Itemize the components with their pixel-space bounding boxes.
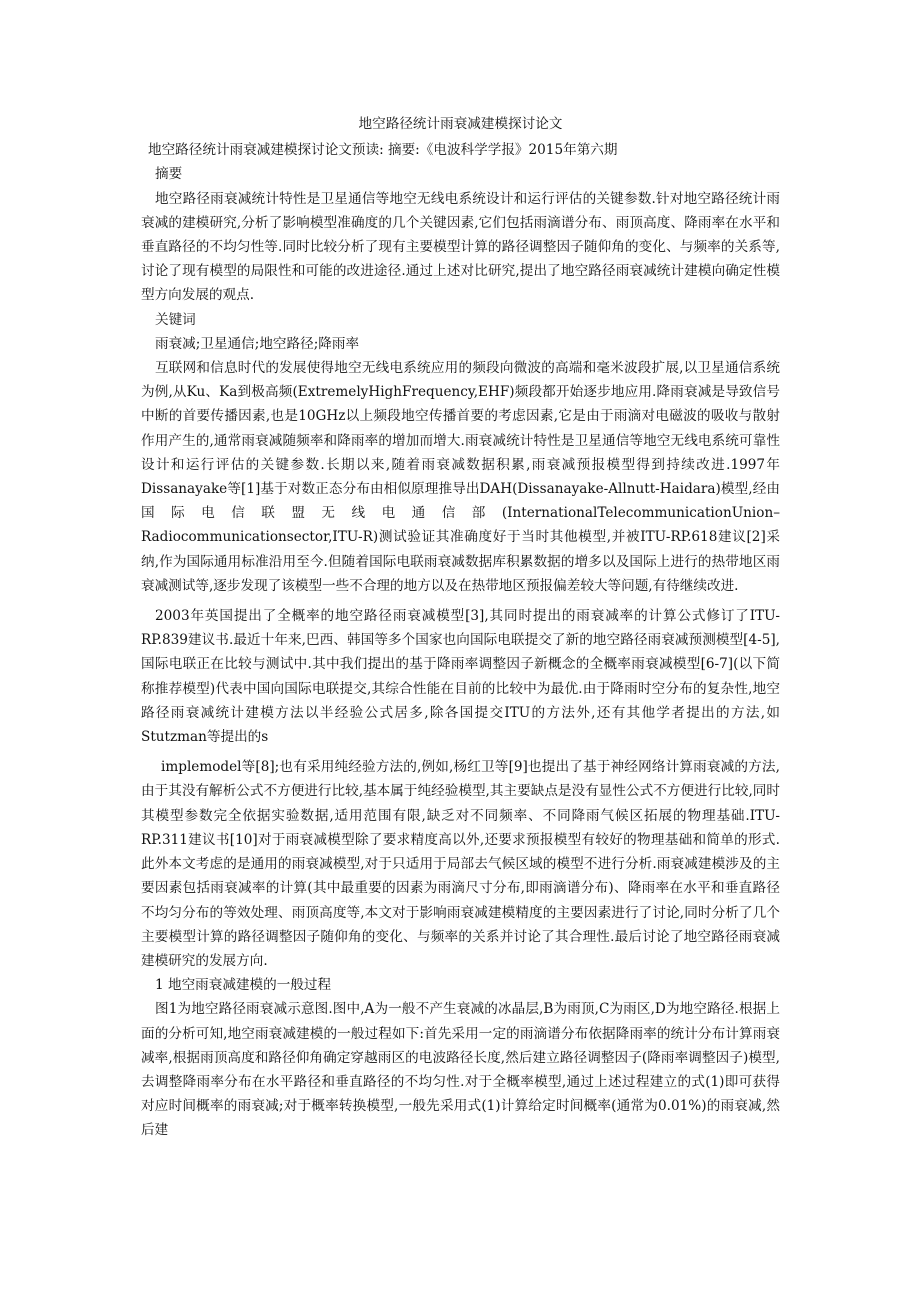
abstract-heading: 摘要 bbox=[155, 166, 183, 183]
section-heading-1: 1 地空雨衰减建模的一般过程 bbox=[155, 977, 332, 994]
body-paragraph-4: 图1为地空路径雨衰减示意图.图中,A为一般不产生衰减的冰晶层,B为雨顶,C为雨区,D为地空路径.根据上面的分析可知,地空雨衰减建模的一般过程如下:首先采用一定的雨滴谱分布依据降雨率的统计分布计算雨衰减率,根据雨顶高度和路径仰角确定穿越雨区的电波路径长度,然后建立路径调整因子(降雨率调整因子)模型,去调整降雨率分布在水平路径和垂直路径的不均匀性.对于全概率模型,通过上述过程建立的式(1)即可获得对应时间概率的雨衰减;对于概率转换模型,一般先采用式(1)计算给定时间概率(通常为0.01%)的雨衰减,然后建 bbox=[141, 1001, 780, 1139]
keywords-heading: 关键词 bbox=[155, 311, 196, 328]
body-paragraph-2: 2003年英国提出了全概率的地空路径雨衰减模型[3],其同时提出的雨衰减率的计算公式修订了ITU-RP.839建议书.最近十年来,巴西、韩国等多个国家也向国际电联提交了新的地空路径雨衰减预测模型[4-5],国际电联正在比较与测试中.其中我们提出的基于降雨率调整因子新概念的全概率雨衰减模型[6-7](以下简称推荐模型)代表中国向国际电联提交,其综合性能在目前的比较中为最优.由于降雨时空分布的复杂性,地空路径雨衰减统计建模方法以半经验公式居多,除各国提交ITU的方法外,还有其他学者提出的方法,如Stutzman等提出的s bbox=[141, 608, 780, 746]
document-title: 地空路径统计雨衰减建模探讨论文 bbox=[358, 116, 563, 132]
document-body bbox=[141, 112, 780, 1143]
body-paragraph-3: implemodel等[8];也有采用纯经验方法的,例如,杨红卫等[9]也提出了基于神经网络计算雨衰减的方法,由于其没有解析公式不方便进行比较,基本属于纯经验模型,其主要缺点是没有显性公式不方便进行比较,同时其模型参数完全依据实验数据,适用范围有限,缺乏对不同频率、不同降雨气候区拓展的物理基础.ITU-RP.311建议书[10]对于雨衰减模型除了要求精度高以外,还要求预报模型有较好的物理基础和简单的形式.此外本文考虑的是通用的雨衰减模型,对于只适用于局部去气候区域的模型不进行分析.雨衰减建模涉及的主要因素包括雨衰减率的计算(其中最重要的因素为雨滴尺寸分布,即雨滴谱分布)、降雨率在水平和垂直路径不均匀分布的等效处理、雨顶高度等,本文对于影响雨衰减建模精度的主要因素进行了讨论,同时分析了几个主要模型计算的路径调整因子随仰角的变化、与频率的关系并讨论了其合理性.最后讨论了地空路径雨衰减建模研究的发展方向. bbox=[141, 759, 780, 969]
preview-line: 地空路径统计雨衰减建模探讨论文预读: 摘要:《电波科学学报》2015年第六期 bbox=[148, 142, 618, 159]
body-paragraph-1: 互联网和信息时代的发展使得地空无线电系统应用的频段向微波的高端和毫米波段扩展,以卫星通信系统为例,从Ku、Ka到极高频(ExtremelyHighFrequency,EHF)频段都开始逐步地应用.降雨衰减是导致信号中断的首要传播因素,也是10GHz以上频段地空传播首要的考虑因素,它是由于雨滴对电磁波的吸收与散射作用产生的,通常雨衰减随频率和降雨率的增加而增大.雨衰减统计特性是卫星通信等地空无线电系统可靠性设计和运行评估的关键参数.长期以来,随着雨衰减数据积累,雨衰减预报模型得到持续改进.1997年Dissanayake等[1]基于对数正态分布由相似原理推导出DAH(Dissanayake-Allnutt-Haidara)模型,经由国际电信联盟无线电通信部(InternationalTelecommunicationUnion–Radiocommunicationsector,ITU-R)测试验证其准确度好于当时其他模型,并被ITU-RP.618建议[2]采纳,作为国际通用标准沿用至今.但随着国际电联雨衰减数据库积累数据的增多以及国际上进行的热带地区雨衰减测试等,逐步发现了该模型一些不合理的地方以及在热带地区预报偏差较大等问题,有待继续改进. bbox=[141, 360, 780, 594]
abstract-text: 地空路径雨衰减统计特性是卫星通信等地空无线电系统设计和运行评估的关键参数.针对地空路径统计雨衰减的建模研究,分析了影响模型准确度的几个关键因素,它们包括雨滴谱分布、雨顶高度、降雨率在水平和垂直路径的不均匀性等.同时比较分析了现有主要模型计算的路径调整因子随仰角的变化、与频率的关系等,讨论了现有模型的局限性和可能的改进途径.通过上述对比研究,提出了地空路径雨衰减统计建模向确定性模型方向发展的观点. bbox=[141, 190, 780, 304]
keywords-text: 雨衰减;卫星通信;地空路径;降雨率 bbox=[155, 335, 360, 352]
